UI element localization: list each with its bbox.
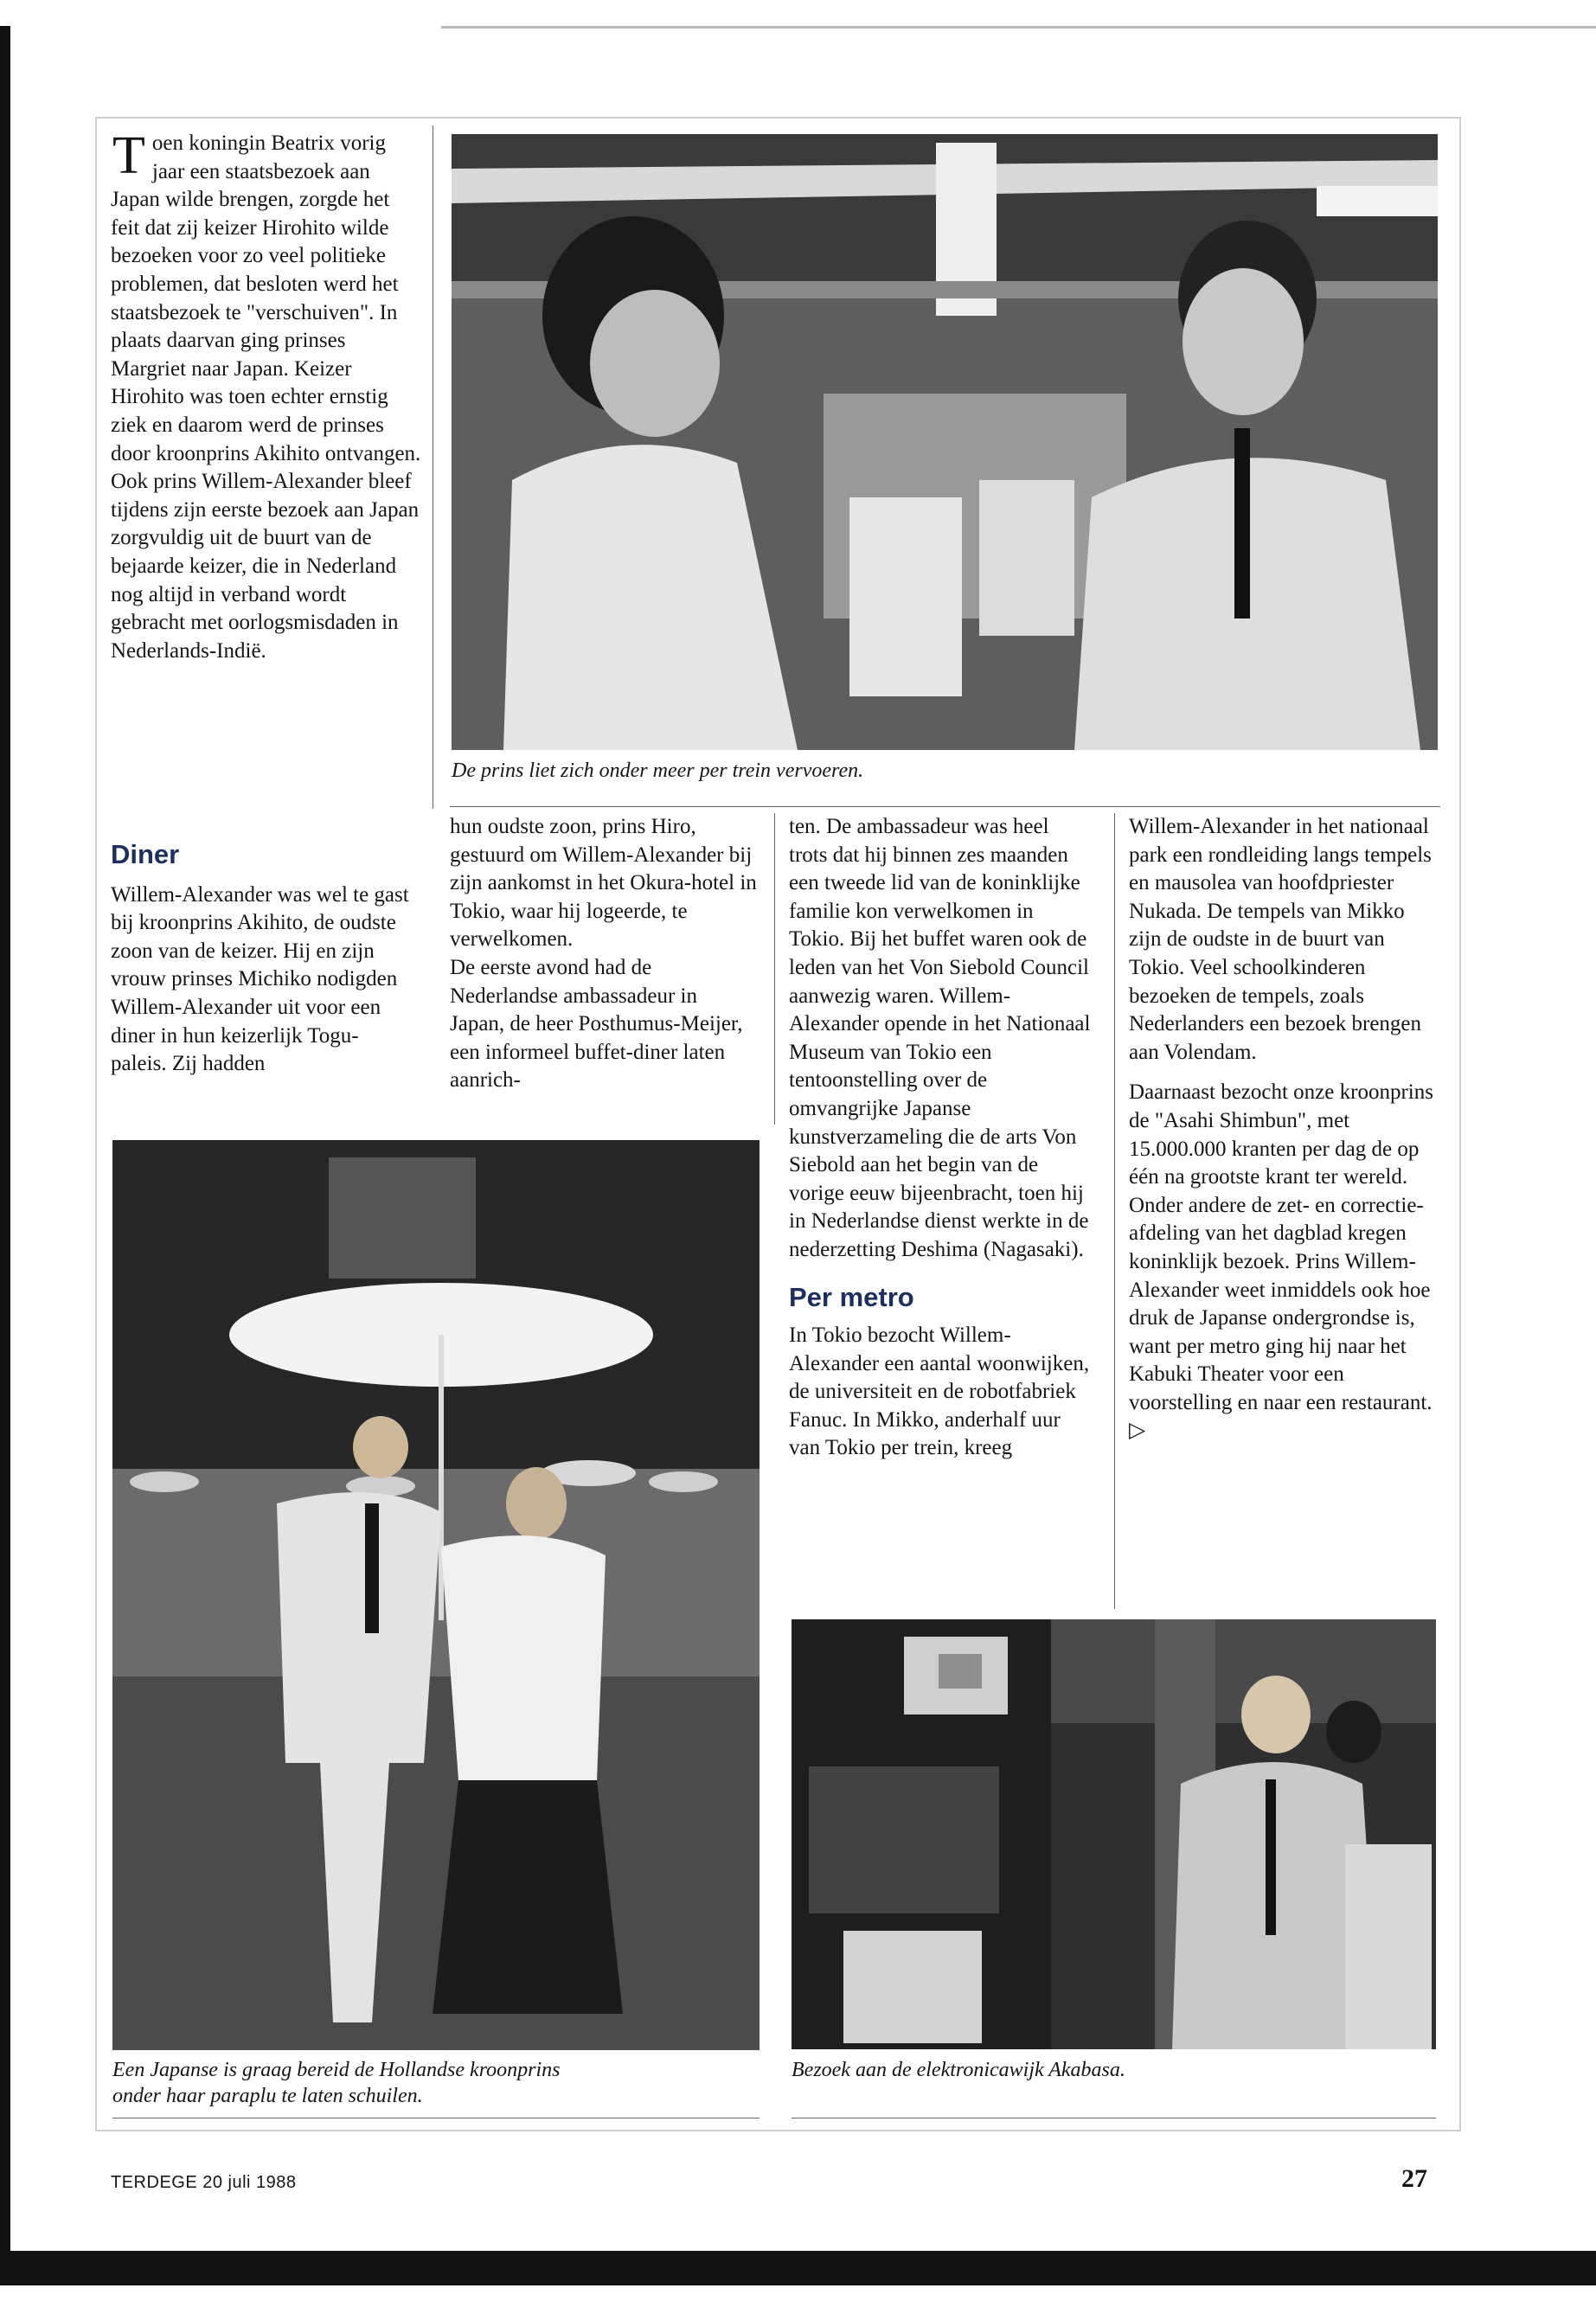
publication-line: TERDEGE 20 juli 1988 xyxy=(111,2173,297,2192)
diner-section xyxy=(111,841,413,1079)
col3-paragraph-2: In Tokio bezocht Willem-Alexander een aantal woonwijken, de universiteit en de robotfabriek Fanuc. In Mikko, anderhalf uur van Tokio per trein, kreeg xyxy=(789,1324,1090,1460)
col2-paragraph-2: De eerste avond had de Nederlandse ambassadeur in Japan, de heer Posthumus-Meijer, een informeel buffet-diner laten aanrich- xyxy=(450,955,743,1093)
horizontal-rule-top xyxy=(450,806,1440,807)
col3-paragraph-1: ten. De ambassadeur was heel trots dat hij binnen zes maanden een tweede lid van de koninklijke familie kon verwelkomen in Tokio. Bij het buffet waren ook de leden van het Von Siebold Council aanwezig waren. Willem-Alexander opende in het Nationaal Museum van Tokio een tentoonstelling over de omvangrijke Japanse kunstverzameling die de arts Von Siebold aan het begin van de vorige eeuw bijeenbracht, toen hij in Nederlandse dienst werkte in de nederzetting Deshima (Nagasaki). xyxy=(789,815,1091,1261)
col4-paragraph-2-text: Daarnaast bezocht onze kroonprins de "Asahi Shimbun", met 15.000.000 kranten per dag de op één na grootste krant ter wereld. Onder andere de zet- en correctie-afdeling van het dagblad kregen koninklijk bezoek. Prins Willem-Alexander weet inmiddels ook hoe druk de Japanse ondergrondse is, want per metro ging hij naar het Kabuki Theater voor een voorstelling en naar een restaurant. xyxy=(1129,1080,1433,1414)
train-photo xyxy=(452,134,1438,750)
umbrella-photo-illustration xyxy=(112,1140,760,2050)
intro-paragraph xyxy=(111,126,422,665)
top-rule xyxy=(441,26,1596,29)
subhead-metro: Per metro xyxy=(789,1281,914,1312)
subhead-diner: Diner xyxy=(111,839,180,869)
dropcap: T xyxy=(112,126,145,185)
col4-paragraph-2 xyxy=(1129,1079,1440,1445)
column-rule-3 xyxy=(1114,813,1115,1609)
col4-paragraph-1: Willem-Alexander in het nationaal park een rondleiding langs tempels en mausolea van hoofdpriester Nukada. De tempels van Mikko zijn de oudste in de buurt van Tokio. Veel schoolkinderen bezoeken de tempels, zoals Nederlanders een bezoek brengen aan Volendam. xyxy=(1129,815,1432,1064)
column-2 xyxy=(450,813,757,1095)
page-number: 27 xyxy=(1401,2164,1427,2193)
umbrella-photo xyxy=(112,1140,760,2050)
column-3 xyxy=(789,813,1092,1463)
akabasa-caption: Bezoek aan de elektronicawijk Akabasa. xyxy=(792,2059,1125,2081)
intro-text: oen koningin Beatrix vorig jaar een staatsbezoek aan Japan wilde brengen, zorgde het feit dat zij keizer Hirohito wilde bezoeken voor zo veel politieke problemen, dat besloten werd het staatsbezoek te "verschuiven". In plaats daarvan ging prinses Margriet naar Japan. Keizer Hirohito was toen echter ernstig ziek en daarom werd de prinses door kroonprins Akihito ontvangen. Ook prins Willem-Alexander bleef tijdens zijn eerste bezoek aan Japan zorgvuldig uit de buurt van de bejaarde keizer, die in Nederland nog altijd in verband wordt gebracht met oorlogsmisdaden in Nederlands-Indië. xyxy=(111,131,421,663)
left-black-edge xyxy=(0,26,10,2266)
bottom-black-bar xyxy=(0,2251,1596,2285)
akabasa-photo xyxy=(792,1619,1436,2049)
umbrella-caption-line-2: onder haar paraplu te laten schuilen. xyxy=(112,2085,423,2107)
train-caption: De prins liet zich onder meer per trein vervoeren. xyxy=(452,760,864,782)
continue-arrow: ▷ xyxy=(1129,1419,1146,1443)
diner-paragraph: Willem-Alexander was wel te gast bij kroonprins Akihito, de oudste zoon van de keizer. Hij en zijn vrouw prinses Michiko nodigden Willem-Alexander uit voor een diner in hun keizerlijk Togu-paleis. Zij hadden xyxy=(111,882,409,1076)
col2-paragraph-1: hun oudste zoon, prins Hiro, gestuurd om Willem-Alexander bij zijn aankomst in het Okura-hotel in Tokio, waar hij logeerde, te verwelkomen. xyxy=(450,815,757,952)
umbrella-caption-line-1: Een Japanse is graag bereid de Hollandse kroonprins xyxy=(112,2059,561,2081)
column-rule-2 xyxy=(774,813,775,1125)
intro-column xyxy=(111,126,422,665)
column-4 xyxy=(1129,813,1440,1445)
akabasa-photo-illustration xyxy=(792,1619,1436,2049)
train-photo-illustration xyxy=(452,134,1438,750)
